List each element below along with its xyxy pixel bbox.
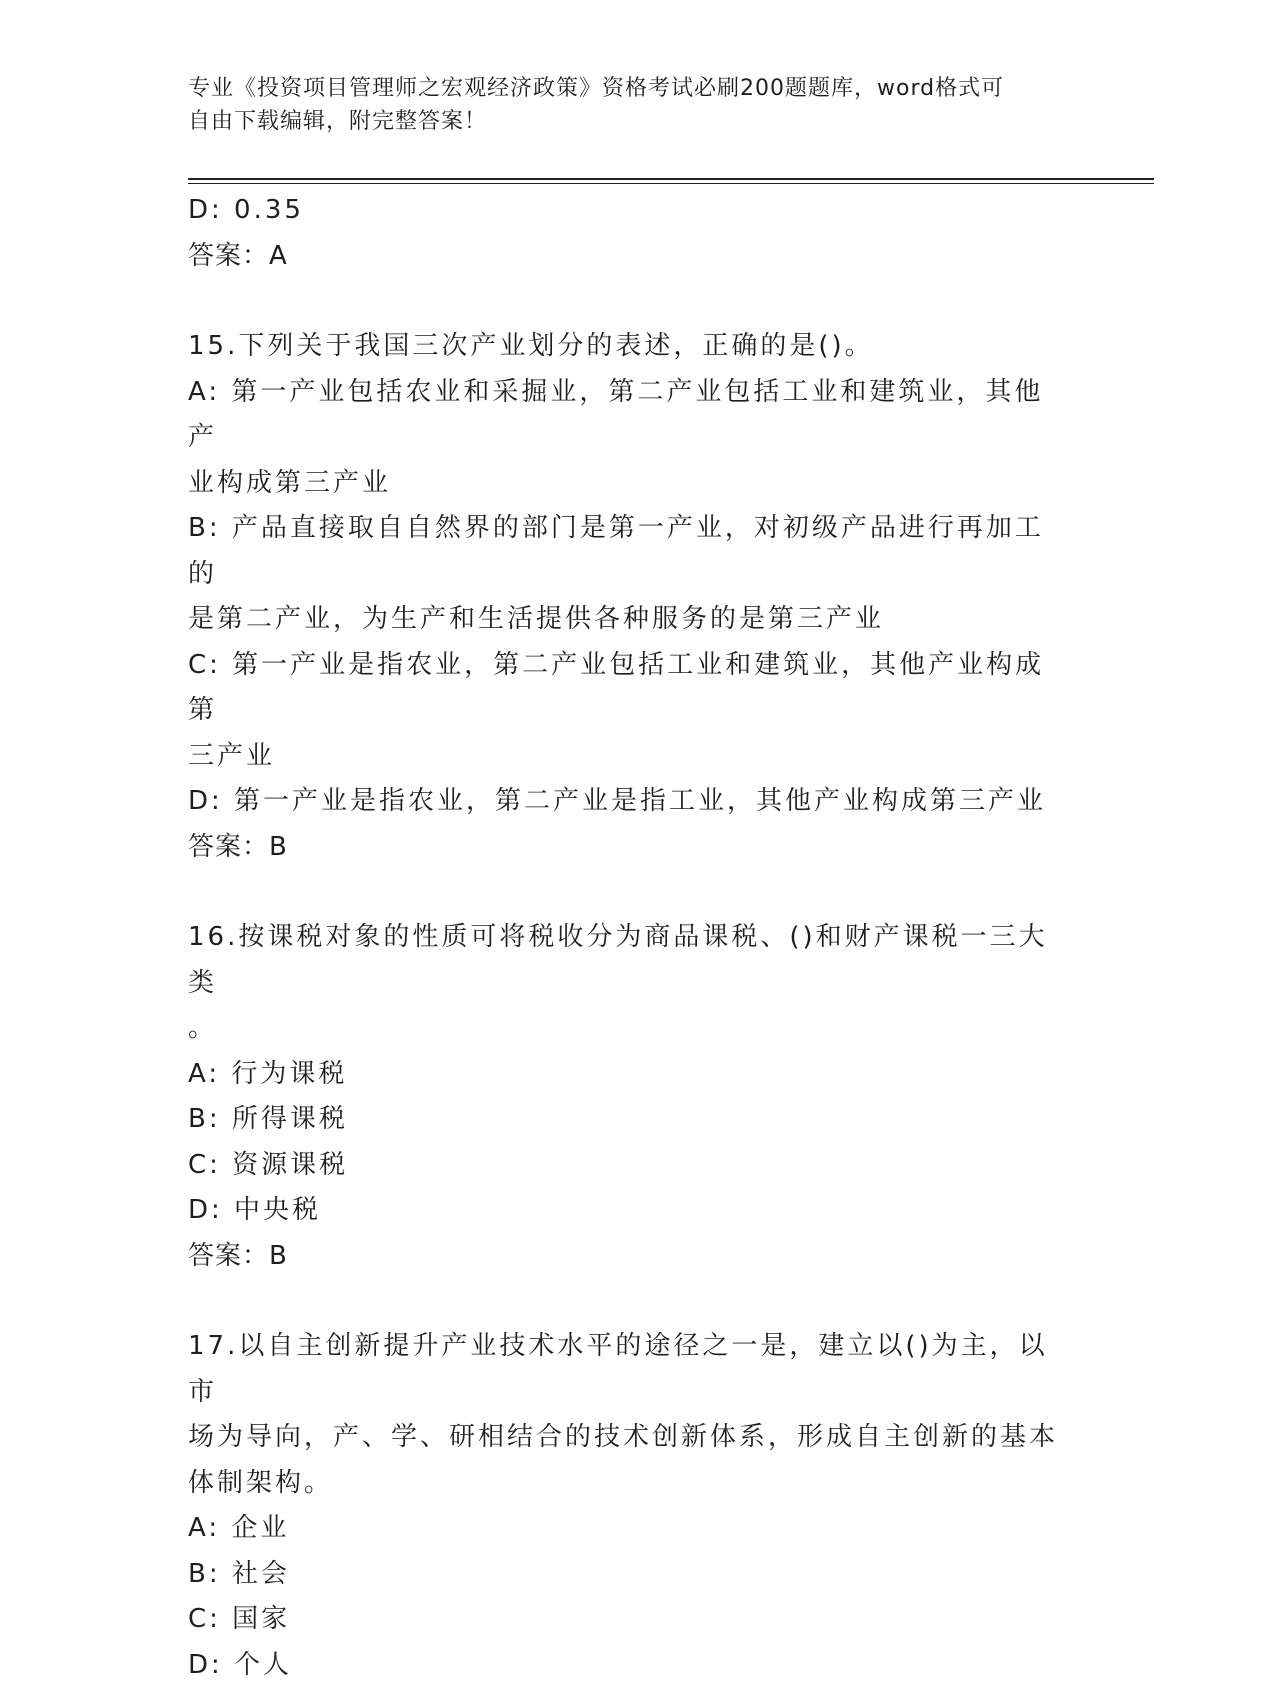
option-b-continued: 是第二产业，为生产和生活提供各种服务的是第三产业	[188, 597, 1068, 643]
option-c: C: 资源课税	[188, 1143, 1068, 1189]
prev-question-block	[188, 188, 1068, 279]
answer: 答案：B	[188, 825, 1068, 871]
header-line-2: 自由下载编辑，附完整答案！	[188, 105, 1068, 138]
option-b: B: 所得课税	[188, 1097, 1068, 1143]
document-body	[188, 188, 1068, 1688]
spacer	[188, 279, 1068, 324]
option-c-continued: 三产业	[188, 734, 1068, 780]
question-text: 17.以自主创新提升产业技术水平的途径之一是，建立以()为主，以市	[188, 1324, 1068, 1415]
answer: 答案：B	[188, 1234, 1068, 1280]
option-c: C: 国家	[188, 1597, 1068, 1643]
option-d: D: 第一产业是指农业，第二产业是指工业，其他产业构成第三产业	[188, 779, 1068, 825]
option-a-continued: 业构成第三产业	[188, 461, 1068, 507]
question-text: 15.下列关于我国三次产业划分的表述，正确的是()。	[188, 324, 1068, 370]
option-a: A: 企业	[188, 1506, 1068, 1552]
question-text-continued: 。	[188, 1006, 1068, 1052]
header-line-1: 专业《投资项目管理师之宏观经济政策》资格考试必刷200题题库，word格式可	[188, 72, 1068, 105]
question-15-block	[188, 324, 1068, 870]
option-b: B: 社会	[188, 1552, 1068, 1598]
question-text-continued: 场为导向，产、学、研相结合的技术创新体系，形成自主创新的基本	[188, 1415, 1068, 1461]
header-rule-thick	[188, 178, 1154, 180]
spacer	[188, 1279, 1068, 1324]
option-a: A: 第一产业包括农业和采掘业，第二产业包括工业和建筑业，其他产	[188, 370, 1068, 461]
option-d: D: 中央税	[188, 1188, 1068, 1234]
answer: 答案：A	[188, 234, 1068, 280]
option-b: B: 产品直接取自自然界的部门是第一产业，对初级产品进行再加工的	[188, 506, 1068, 597]
question-text: 16.按课税对象的性质可将税收分为商品课税、()和财产课税一三大类	[188, 915, 1068, 1006]
question-17-block	[188, 1324, 1068, 1688]
question-text-continued: 体制架构。	[188, 1461, 1068, 1507]
header-rule-thin	[188, 183, 1154, 184]
option-d: D: 0.35	[188, 188, 1068, 234]
question-16-block	[188, 915, 1068, 1279]
document-header	[188, 72, 1068, 138]
option-d: D: 个人	[188, 1643, 1068, 1688]
option-a: A: 行为课税	[188, 1052, 1068, 1098]
option-c: C: 第一产业是指农业，第二产业包括工业和建筑业，其他产业构成第	[188, 643, 1068, 734]
spacer	[188, 870, 1068, 915]
